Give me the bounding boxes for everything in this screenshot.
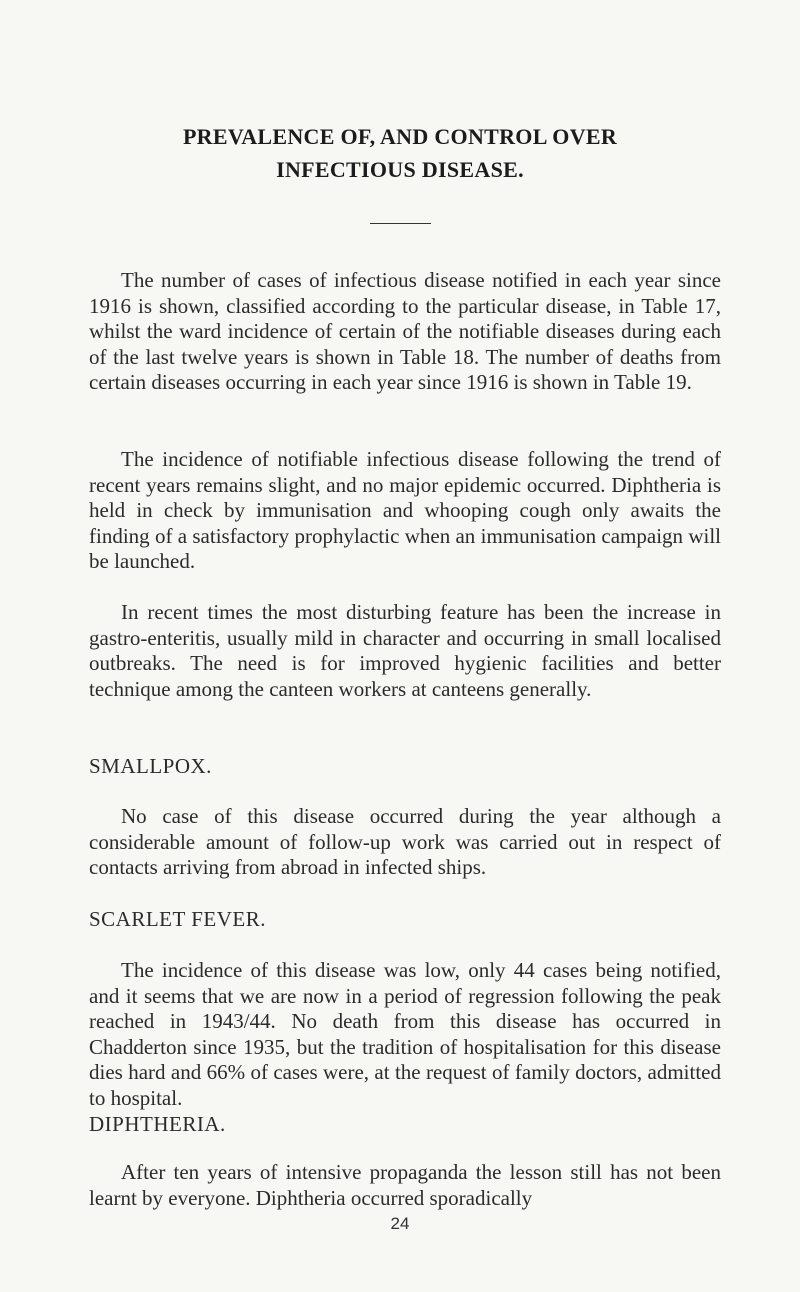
section-heading-scarlet-fever: SCARLET FEVER.	[89, 907, 266, 931]
intro-paragraph-1: The number of cases of infectious disease notified in each year since 1916 is shown, classified according to the particular disease, in Table 17, whilst the ward incidence of certain of the notifiable diseases during each of the last twelve years is shown in Table 18. The number of deaths from certain diseases occurring in each year since 1916 is shown in Table 19.	[89, 268, 721, 394]
section-heading-smallpox: SMALLPOX.	[89, 754, 212, 778]
intro-paragraph-3: In recent times the most disturbing feature has been the increase in gastro-enteritis, usually mild in character and occurring in small localised outbreaks. The need is for improved hygienic facilities and better technique among the canteen workers at canteens generally.	[89, 600, 721, 701]
page-title-line-2: INFECTIOUS DISEASE.	[276, 157, 524, 182]
page-title-line-1: PREVALENCE OF, AND CONTROL OVER	[182, 124, 618, 149]
section-text-smallpox: No case of this disease occurred during the year although a considerable amount of follow-up work was carried out in respect of contacts arriving from abroad in infected ships.	[89, 804, 721, 879]
section-text-diphtheria: After ten years of intensive propaganda the lesson still has not been learnt by everyone. Diphtheria occurred sporadically	[89, 1160, 721, 1210]
title-divider	[370, 223, 431, 224]
section-heading-diphtheria: DIPHTHERIA.	[89, 1112, 226, 1136]
section-text-scarlet-fever: The incidence of this disease was low, only 44 cases being notified, and it seems that we are now in a period of regression following the peak reached in 1943/44. No death from this disease has occurred in Chadderton since 1935, but the tradition of hospitalisation for this disease dies hard and 66% of cases were, at the request of family doctors, admitted to hospital.	[89, 958, 721, 1110]
page-number: 24	[390, 1214, 410, 1233]
intro-paragraph-2: The incidence of notifiable infectious disease following the trend of recent years remains slight, and no major epidemic occurred. Diphtheria is held in check by immunisation and whooping cough only awaits the finding of a satisfactory prophylactic when an immunisation campaign will be launched.	[89, 447, 721, 573]
